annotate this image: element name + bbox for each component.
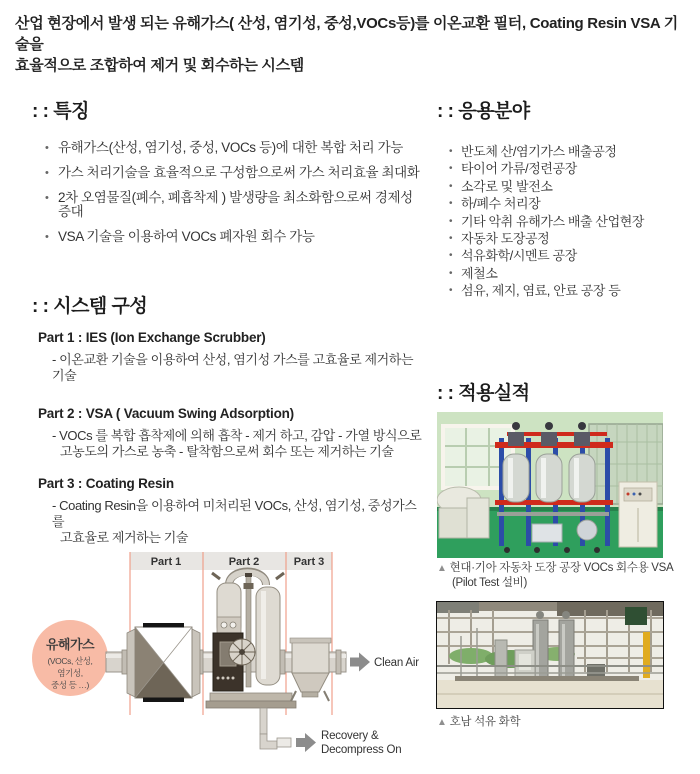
application-item: • 섬유, 제지, 염료, 안료 공장 등 <box>449 282 695 299</box>
part-description: - Coating Resin을 이용하여 미처리된 VOCs, 산성, 염기성, 중성가스를 <box>52 498 417 529</box>
system-parts <box>38 330 428 546</box>
clean-air-label: Clean Air <box>374 657 419 669</box>
recovery-outlet <box>296 730 401 756</box>
application-item: • 반도체 산/염기가스 배출공정 <box>449 143 695 160</box>
applications-heading: : : 응용분야 <box>437 101 530 122</box>
photo1-caption-line1: 현대·기아 자동차 도장 공장 VOCs 회수용 VSA <box>449 562 674 574</box>
feature-item: • VSA 기술을 이용하여 VOCs 폐자원 회수 가능 <box>45 230 425 244</box>
part-description: 고효율로 제거하는 기술 <box>60 530 189 545</box>
photo1-caption-line2: (Pilot Test 설비) <box>452 577 528 589</box>
application-item: • 타이어 가류/정련공장 <box>449 160 695 177</box>
results-heading: : : 적용실적 <box>437 383 530 404</box>
photo-honam-petrochemical <box>437 602 663 708</box>
part-title: Part 2 : VSA ( Vacuum Swing Adsorption) <box>38 406 294 421</box>
part3-band-label: Part 3 <box>293 556 325 568</box>
application-item: • 소각로 및 발전소 <box>449 178 695 195</box>
recovery-label-line1: Recovery & <box>321 730 379 742</box>
part-description: 고농도의 가스로 농축 - 탈착함으로써 회수 또는 제거하는 기술 <box>60 444 394 459</box>
photo2-caption-text: 호남 석유 화학 <box>449 716 521 728</box>
features-heading: : : 특징 <box>32 101 89 122</box>
inlet-gas-sub1: (VOCs, 산성, <box>47 656 93 666</box>
system-part-1 <box>38 330 428 384</box>
application-item: • 석유화학/시멘트 공장 <box>449 247 695 264</box>
photo1-control-cabinet <box>619 482 657 547</box>
intro-line-1: 산업 현장에서 발생 되는 유해가스( 산성, 염기성, 중성,VOCs등)를 이온교환 필터, Coating Resin VSA 기술을 <box>15 15 678 53</box>
feature-item: • 유해가스(산성, 염기성, 중성, VOCs 등)에 대한 복합 처리 가능 <box>45 141 425 155</box>
photo2-concrete-pad <box>437 676 663 708</box>
clean-air-outlet <box>350 653 419 672</box>
clean-air-arrow-icon <box>350 653 370 672</box>
feature-item: • 가스 처리기술을 효율적으로 구성함으로써 가스 처리효율 최대화 <box>45 166 425 180</box>
photo-vsa-pilot-plant <box>437 412 663 558</box>
system-part-3 <box>38 476 428 546</box>
application-item: • 자동차 도장공정 <box>449 230 695 247</box>
system-part-2 <box>38 406 428 460</box>
part-description: - 이온교환 기술을 이용하여 산성, 염기성 가스를 고효율로 제거하는 기술 <box>52 352 414 383</box>
photo2-caption <box>437 715 520 730</box>
intro-line-2: 효율적으로 조합하여 제거 및 회수하는 시스템 <box>15 57 304 74</box>
recovery-label-line2: Decompress On <box>321 744 402 756</box>
application-item: • 기타 악취 유해가스 배출 산업현장 <box>449 213 695 230</box>
caption-triangle-icon: ▲ <box>437 563 447 574</box>
inlet-gas-bubble <box>32 620 108 696</box>
applications-list <box>449 143 695 300</box>
part3-coating-resin-unit <box>290 638 331 701</box>
system-heading: : : 시스템 구성 <box>32 296 148 317</box>
inlet-gas-title: 유해가스 <box>45 637 95 652</box>
part-title: Part 1 : IES (Ion Exchange Scrubber) <box>38 330 266 345</box>
part2-band-label: Part 2 <box>228 556 260 568</box>
feature-item: • 2차 오염물질(폐수, 폐흡착제 ) 발생량을 최소화함으로써 경제성 증대 <box>45 191 425 219</box>
part-title: Part 3 : Coating Resin <box>38 476 174 491</box>
recovery-arrow-icon <box>296 733 316 752</box>
photo1-caption <box>437 561 677 590</box>
inlet-gas-sub2: 염기성, <box>57 668 83 678</box>
part1-scrubber-unit <box>127 623 200 702</box>
features-list <box>45 141 425 255</box>
caption-triangle-icon: ▲ <box>437 717 447 728</box>
application-item: • 하/폐수 처리장 <box>449 195 695 212</box>
application-item: • 제철소 <box>449 265 695 282</box>
process-flow-diagram <box>30 545 430 774</box>
inlet-gas-sub3: 중성 등 …) <box>51 680 89 690</box>
intro-paragraph <box>15 13 687 76</box>
part-description: - VOCs 를 복합 흡착제에 의해 흡착 - 제거 하고, 감압 - 가열 방식으로 <box>52 428 422 443</box>
part1-band-label: Part 1 <box>150 556 182 568</box>
